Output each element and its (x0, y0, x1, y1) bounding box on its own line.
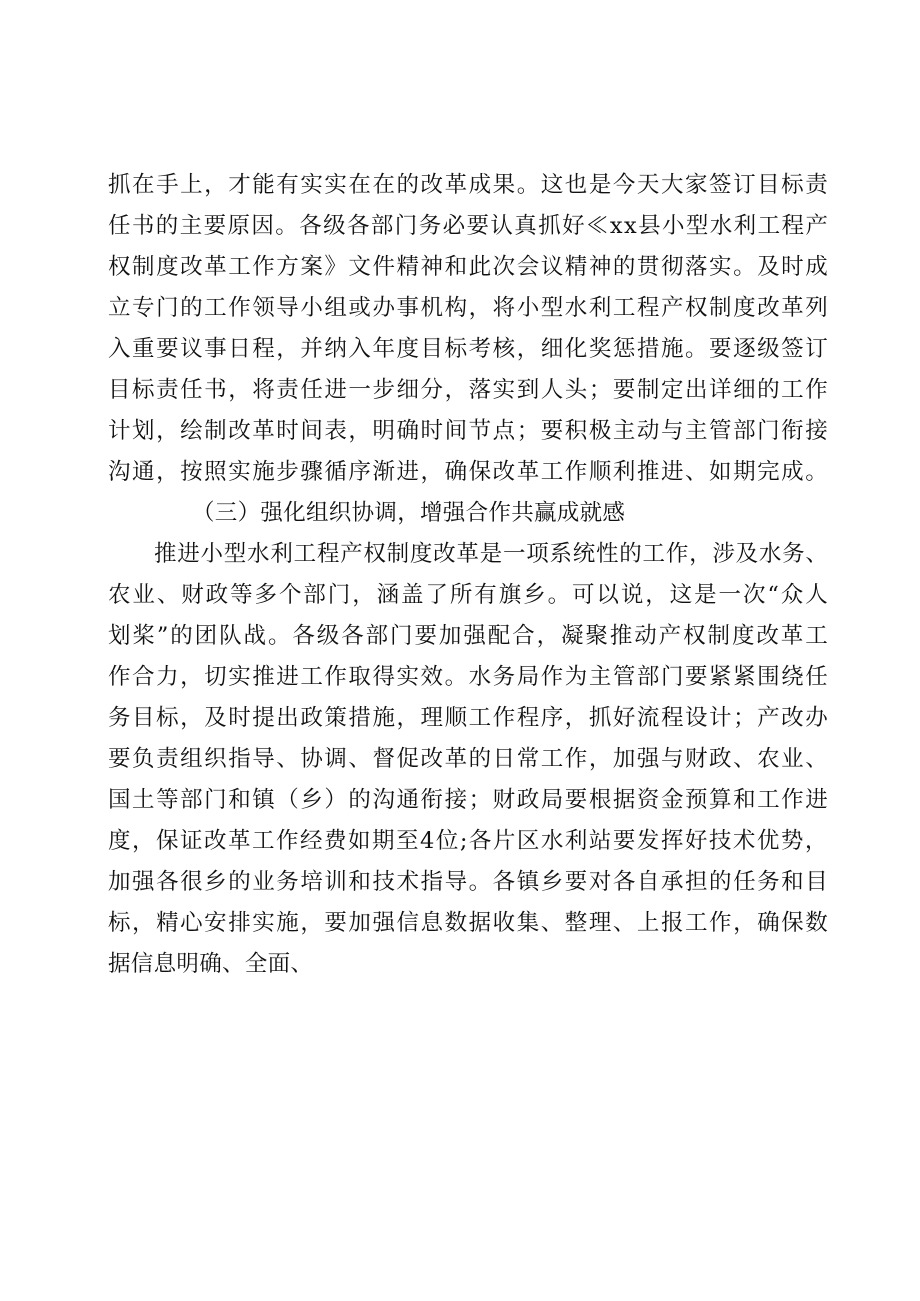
text-line: 入重要议事日程，并纳入年度目标考核，细化奖惩措施。要逐级签订 (108, 336, 830, 362)
text-line: 标，精心安排实施，要加强信息数据收集、整理、上报工作，确保数 (108, 910, 830, 936)
text-line: 作合力，切实推进工作取得实效。水务局作为主管部门要紧紧围绕任 (108, 664, 830, 690)
text-line: 国土等部门和镇（乡）的沟通衔接；财政局要根据资金预算和工作进 (108, 787, 830, 813)
text-line: 权制度改革工作方案》文件精神和此次会议精神的贯彻落实。及时成 (108, 254, 830, 280)
body-text (108, 0, 828, 1301)
text-line: 推进小型水利工程产权制度改革是一项系统性的工作，涉及水务、 (154, 541, 829, 567)
text-line: 沟通，按照实施步骤循序渐进，确保改革工作顺利推进、如期完成。 (108, 459, 830, 485)
text-line: 计划，绘制改革时间表，明确时间节点；要积极主动与主管部门衔接 (108, 418, 830, 444)
section-heading: （三）强化组织协调，增强合作共赢成就感 (192, 500, 626, 526)
text-line: 务目标，及时提出政策措施，理顺工作程序，抓好流程设计；产改办 (108, 705, 830, 731)
text-line: 立专门的工作领导小组或办事机构，将小型水利工程产权制度改革列 (108, 295, 830, 321)
text-line: 抓在手上，才能有实实在在的改革成果。这也是今天大家签订目标责 (108, 172, 830, 198)
text-line: 加强各很乡的业务培训和技术指导。各镇乡要对各自承担的任务和目 (108, 869, 830, 895)
text-line: 据信息明确、全面、 (108, 951, 314, 977)
text-line: 度，保证改革工作经费如期至4位;各片区水利站要发挥好技术优势， (108, 828, 829, 854)
text-line: 划桨”的团队战。各级各部门要加强配合，凝聚推动产权制度改革工 (108, 623, 830, 649)
text-line: 要负责组织指导、协调、督促改革的日常工作，加强与财政、农业、 (108, 746, 830, 772)
text-line: 目标责任书，将责任进一步细分，落实到人头；要制定出详细的工作 (108, 377, 830, 403)
text-line: 任书的主要原因。各级各部门务必要认真抓好≪xx县小型水利工程产 (108, 213, 830, 239)
text-line: 农业、财政等多个部门，涵盖了所有旗乡。可以说，这是一次“众人 (108, 582, 830, 608)
